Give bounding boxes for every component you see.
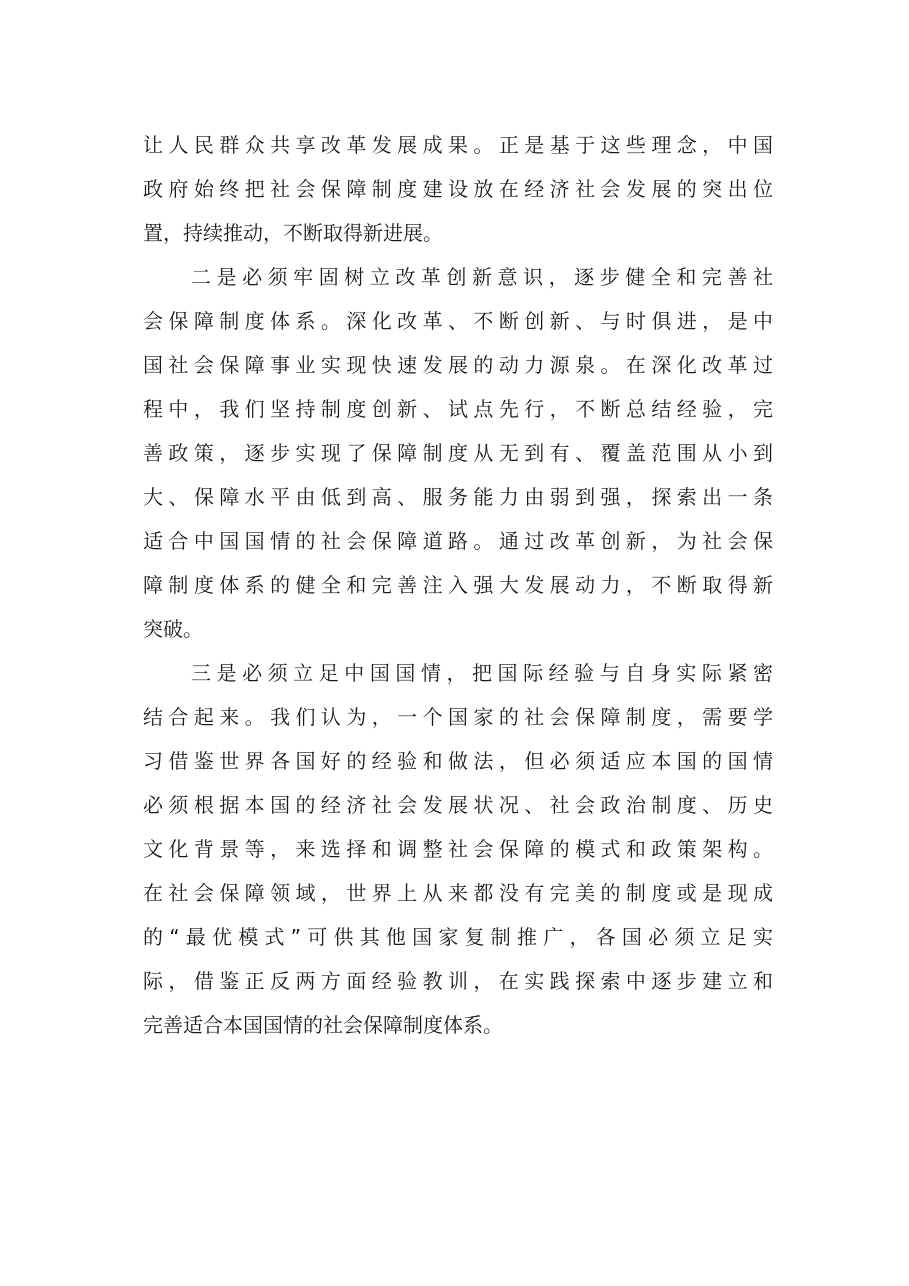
text-line: 障制度体系的健全和完善注入强大发展动力，不断取得新 [143, 573, 773, 597]
text-line: 国社会保障事业实现快速发展的动力源泉。在深化改革过 [143, 353, 773, 377]
text-line: 适合中国国情的社会保障道路。通过改革创新，为社会保 [143, 529, 773, 553]
paragraph-1 [143, 123, 773, 255]
text-line: 突破。 [143, 617, 203, 641]
text-line: 大、保障水平由低到高、服务能力由弱到强，探索出一条 [143, 485, 773, 509]
text-line: 善政策，逐步实现了保障制度从无到有、覆盖范围从小到 [143, 441, 773, 465]
paragraph-2 [143, 255, 773, 651]
text-line: 让人民群众共享改革发展成果。正是基于这些理念，中国 [143, 133, 773, 157]
text-line: 习借鉴世界各国好的经验和做法，但必须适应本国的国情 [143, 749, 773, 773]
text-line: 完善适合本国国情的社会保障制度体系。 [143, 1013, 503, 1037]
text-line: 必须根据本国的经济社会发展状况、社会政治制度、历史 [143, 793, 773, 817]
paragraph-3 [143, 651, 773, 1047]
text-line: 三是必须立足中国国情，把国际经验与自身实际紧密 [191, 661, 773, 685]
text-line: 二是必须牢固树立改革创新意识，逐步健全和完善社 [191, 265, 773, 289]
text-line: 的“最优模式”可供其他国家复制推广，各国必须立足实 [143, 925, 773, 949]
text-line: 政府始终把社会保障制度建设放在经济社会发展的突出位 [143, 177, 773, 201]
text-line: 置，持续推动，不断取得新进展。 [143, 221, 443, 245]
text-line: 际，借鉴正反两方面经验教训，在实践探索中逐步建立和 [143, 969, 773, 993]
text-line: 文化背景等，来选择和调整社会保障的模式和政策架构。 [143, 837, 773, 861]
body-text [143, 123, 773, 1047]
text-line: 在社会保障领域，世界上从来都没有完美的制度或是现成 [143, 881, 773, 905]
text-line: 程中，我们坚持制度创新、试点先行，不断总结经验，完 [143, 397, 773, 421]
text-line: 结合起来。我们认为，一个国家的社会保障制度，需要学 [143, 705, 773, 729]
text-line: 会保障制度体系。深化改革、不断创新、与时俱进，是中 [143, 309, 773, 333]
